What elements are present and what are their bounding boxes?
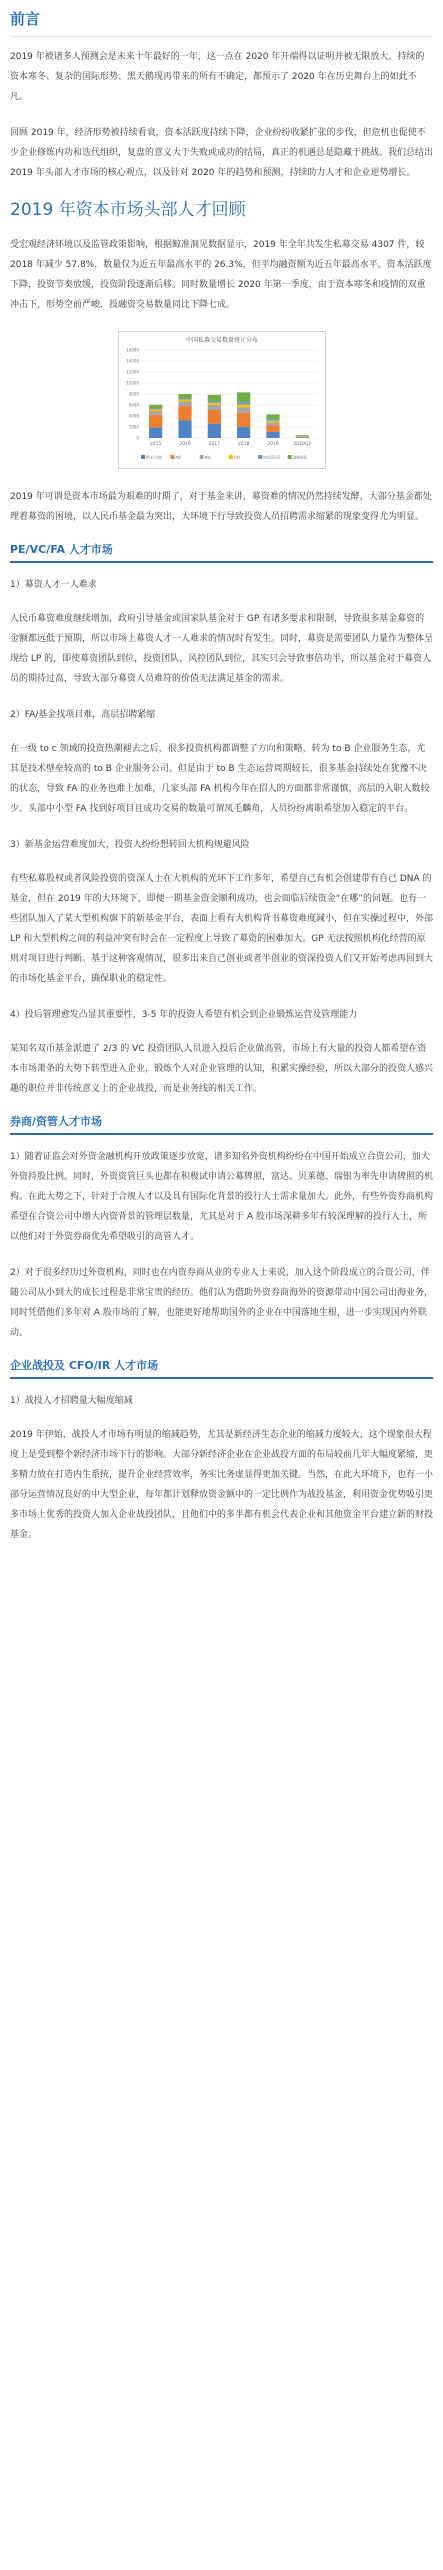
chart-title: 中国私募交易数量统计分布 [185, 336, 257, 344]
bar-segment [237, 404, 250, 407]
x-tick-label: 2015 [149, 441, 161, 447]
chart-container [10, 331, 433, 469]
pe-item-3-body: 有些私募股权或者风险投资的资深人士在大机构的光环下工作多年，希望自己有机会创建带有自己 DNA 的基金，但在 2019 年的大环境下，即便一期基金资金顺利成功，也会面临后续资金“在哪”的问题。也有一些团队加入了某大型机构旗下的新基金平台，表面上看有大机构背书募资难度减小，但在实操过程中，外部LP 和大型机构之间的利益冲突有时会在一定程度上导致了募资的困难加大。GP 无法按照机构化经营的原则对项目进行判断。基于这种客观情况，很多出来自己创业或者半创业的资深投资人们又开始考虑再回到大的市场化基金平台，确保职业的稳定性。 [10, 869, 433, 989]
y-tick-label: 2000 [128, 425, 139, 430]
review-paragraph-1: 受宏观经济环境以及监管政策影响，根据鲸准洞见数据显示，2019 年全年共发生私募交易 4307 件，较 2018 年减少 57.8%，数量仅为近五年最高水平的 26.3%，但平均融资额为近五年最高水平。资本活跃度下降，投资节奏放缓，投资阶段逐渐后移。同时数量增长 2020 年第一季度，由于资本寒冬和疫情的双重冲击下，形势空前严峻，投融资交易数量同比下降七成。 [10, 235, 433, 315]
y-tick-label: 12000 [126, 370, 139, 375]
divider [10, 36, 433, 37]
y-tick-label: 8000 [128, 392, 139, 397]
legend-swatch [287, 455, 291, 459]
bar-segment [266, 422, 279, 425]
bar-segment [237, 407, 250, 413]
bar-segment [178, 401, 191, 406]
pe-item-2-body: 在一级 to c 领域的投资热潮褪去之后，很多投资机构都调整了方向和策略，转为 to B 企业服务生态，尤其是技术壁垒较高的 to B 企业服务公司。但是由于 to B 生态运营周期较长，很多基金持续处在犹豫不决的状态，导致 FA 的业务也难上加难，几家头部 FA 机构今年在招人的方面都非常谨慎，高层的入职人数较少。头部中小型 FA 找到好项目且成功交易的数量可谓凤毛麟角，人员纷纷离职希望加入稳定的平台。 [10, 739, 433, 819]
bar-segment [237, 402, 250, 404]
legend-label: C轮 [234, 455, 241, 460]
pe-item-1-body: 人民币募资难度继续增加，政府引导基金或国家队基金对于 GP 有诸多要求和限制，导致很多基金募资的金额都远低于预期，所以市场上募资人才一人难求的情况时有发生。同时，募资是需要团队力量作为整体呈现给 LP 的，即使募资团队到位，投资团队、风控团队到位，其实只会导致事倍功半，所以基金对于募资人员的期待过高，导致大部分募资人员难符的价值无法满足基金的需求。 [10, 609, 433, 689]
x-tick-label: 2018 [237, 441, 249, 447]
bar-segment [266, 421, 279, 423]
pe-item-4-body: 某知名双币基金派遣了 2/3 的 VC 投资团队人员进入投后企业做高管，市场上有大量的投资人都希望在资本市场萧条的大势下转型进入企业，锻炼个人对企业管理的认知，积累实操经验，所以大部分的投资人感兴趣的职位并非传统意义上的企业战投，而是业务线的相关工作。 [10, 1039, 433, 1099]
preface-paragraph-2: 回顾 2019 年，经济形势被持续看衰，资本活跃度持续下降，企业纷纷收紧扩张的步伐，但危机也促使不少企业修炼内功和迭代组织，复盘的意义大于失败或成功的结局，真正的机遇总是隐藏于挑战。我们总结出 2019 年头部人才市场的核心观点，以及针对 2020 年的趋势和预测，持续助力人才和企业逆势增长。 [10, 123, 433, 183]
bar-segment [207, 403, 220, 405]
x-tick-label: 2017 [208, 441, 220, 447]
bar-segment [266, 419, 279, 420]
bar-segment [149, 405, 162, 409]
bar-segment [207, 405, 220, 410]
legend-label: 战略投资 [292, 455, 307, 460]
pe-item-1-head: 1）募资人才一人难求 [10, 575, 433, 595]
legend-label: D轮及以后 [263, 455, 281, 460]
pe-item-3-head: 3）新基金运营难度加大，投资人纷纷想转回大机构规避风险 [10, 835, 433, 855]
legend-swatch [141, 455, 145, 459]
review-title: 2019 年资本市场头部人才回顾 [10, 199, 433, 221]
legend-swatch [258, 455, 262, 459]
y-tick-label: 6000 [128, 403, 139, 408]
legend-label: A轮 [175, 455, 181, 460]
preface-title: 前言 [10, 10, 433, 28]
bar-segment [149, 415, 162, 428]
broker-item-1: 1）随着证监会对外资金融机构开放政策逐步放宽，诸多知名外资机构纷纷在中国开始成立合资公司，加大外资持股比例。同时，外资资管巨头也都在积极试申请公募牌照，富达、贝莱德、瑞银为率先申请牌照的机构。在此大势之下，针对于合规人才以及具有国际化背景的投行人士需求量加大。此外，有些外资券商机构希望在合资公司中增大内资背景的管理层数量，尤其是对于 A 股市场深耕多年有较深理解的投行人士，所以他们对于外资券商优先希望吸引的高管人才。 [10, 1147, 433, 1247]
bar-segment [237, 413, 250, 427]
pe-item-2-head: 2）FA/基金找项目难，高层招聘紧缩 [10, 705, 433, 725]
broker-item-2: 2）对于很多经历过外资机构，同时也在内资券商从业的专业人士来说，加入这个阶段成立的合资公司，伴随公司从小到大的成长过程是非常宝贵的经历。他们认为借助外资券商海外的资源带动中国公司出海业务，同时凭借他们多年对 A 股市场的了解，也能更好地帮助国外的企业在中国落地生根，进一步实现国内外联动。 [10, 1263, 433, 1343]
legend-label: B轮 [204, 455, 210, 460]
y-tick-label: 0 [136, 436, 139, 441]
bar-segment [149, 409, 162, 411]
bar-segment [178, 420, 191, 438]
bar-segment [207, 424, 220, 438]
bar-segment [295, 435, 308, 436]
x-tick-label: 2020Q1 [293, 441, 311, 447]
y-tick-label: 10000 [126, 381, 139, 386]
bar-segment [266, 414, 279, 419]
legend-swatch [170, 455, 174, 459]
y-tick-label: 4000 [128, 414, 139, 419]
y-tick-label: 14000 [126, 359, 139, 364]
x-tick-label: 2019 [267, 441, 279, 447]
bar-segment [149, 411, 162, 415]
pe-section-title: PE/VC/FA 人才市场 [10, 543, 433, 563]
bar-segment [207, 410, 220, 424]
bar-segment [295, 437, 308, 438]
bar-segment [207, 401, 220, 402]
preface-paragraph-1: 2019 年被诸多人预测会是未来十年最好的一年，这一点在 2020 年开端得以证明并被无限放大。持续的资本寒冬、复杂的国际形势、黑天鹅现再带来的所有不确定，都预示了 2020 年在历史舞台上的如此不凡。 [10, 47, 433, 107]
bar-segment [266, 432, 279, 438]
bar-segment [237, 392, 250, 402]
y-tick-label: 16000 [126, 348, 139, 353]
review-paragraph-2: 2019 年可谓是资本市场最为艰难的时期了，对于基金来讲，募资难的情况仍然持续发酵，大部分基金都处理着募资的困境，以人民币基金最为突出，大环境下行导致投资人员招聘需求缩紧的现象变得尤为明显。 [10, 487, 433, 527]
bar-segment [266, 425, 279, 432]
corp-item-1-body: 2019 年伊始，战投人才市场有明显的缩减趋势，尤其是新经济生态企业的缩减力度较大，这个现象很大程度上是受到整个新经济市场下行的影响。大部分新经济企业在企业战投方面的布局较前几年大幅度紧缩，更多精力放在打造内生系统，提升企业经营效率，务实比务虚显得更加关键。当然，在此大环境下，也有一小部分运营情况良好的中大型企业，每年都计划释放资金额中的一定比例作为战投基金，利用资金优势吸引更多市场上优秀的投资人加入企业战投团队，且他们中的多半都有机会代表企业和其他资金平台建立新的财投基金。 [10, 1425, 433, 1545]
bar-segment [237, 427, 250, 438]
stacked-bar-chart [118, 331, 326, 469]
bar-segment [295, 437, 308, 438]
bar-segment [149, 428, 162, 438]
corp-section-title: 企业战投及 CFO/IR 人才市场 [10, 1359, 433, 1379]
broker-section-title: 券商/资管人才市场 [10, 1115, 433, 1135]
corp-item-1-head: 1）战投人才招聘量大幅度缩减 [10, 1391, 433, 1411]
pe-item-4-head: 4）投后管理愈发凸显其重要性，3-5 年的投资人希望有机会到企业锻炼运营及管理能力 [10, 1005, 433, 1025]
x-tick-label: 2016 [179, 441, 191, 447]
legend-swatch [229, 455, 233, 459]
bar-segment [178, 398, 191, 399]
bar-segment [178, 400, 191, 402]
legend-label: 种子/天使 [146, 455, 162, 460]
bar-segment [178, 406, 191, 420]
article [0, 10, 443, 1545]
bar-segment [149, 409, 162, 410]
bar-segment [178, 394, 191, 398]
bar-segment [207, 395, 220, 402]
legend-swatch [199, 455, 203, 459]
